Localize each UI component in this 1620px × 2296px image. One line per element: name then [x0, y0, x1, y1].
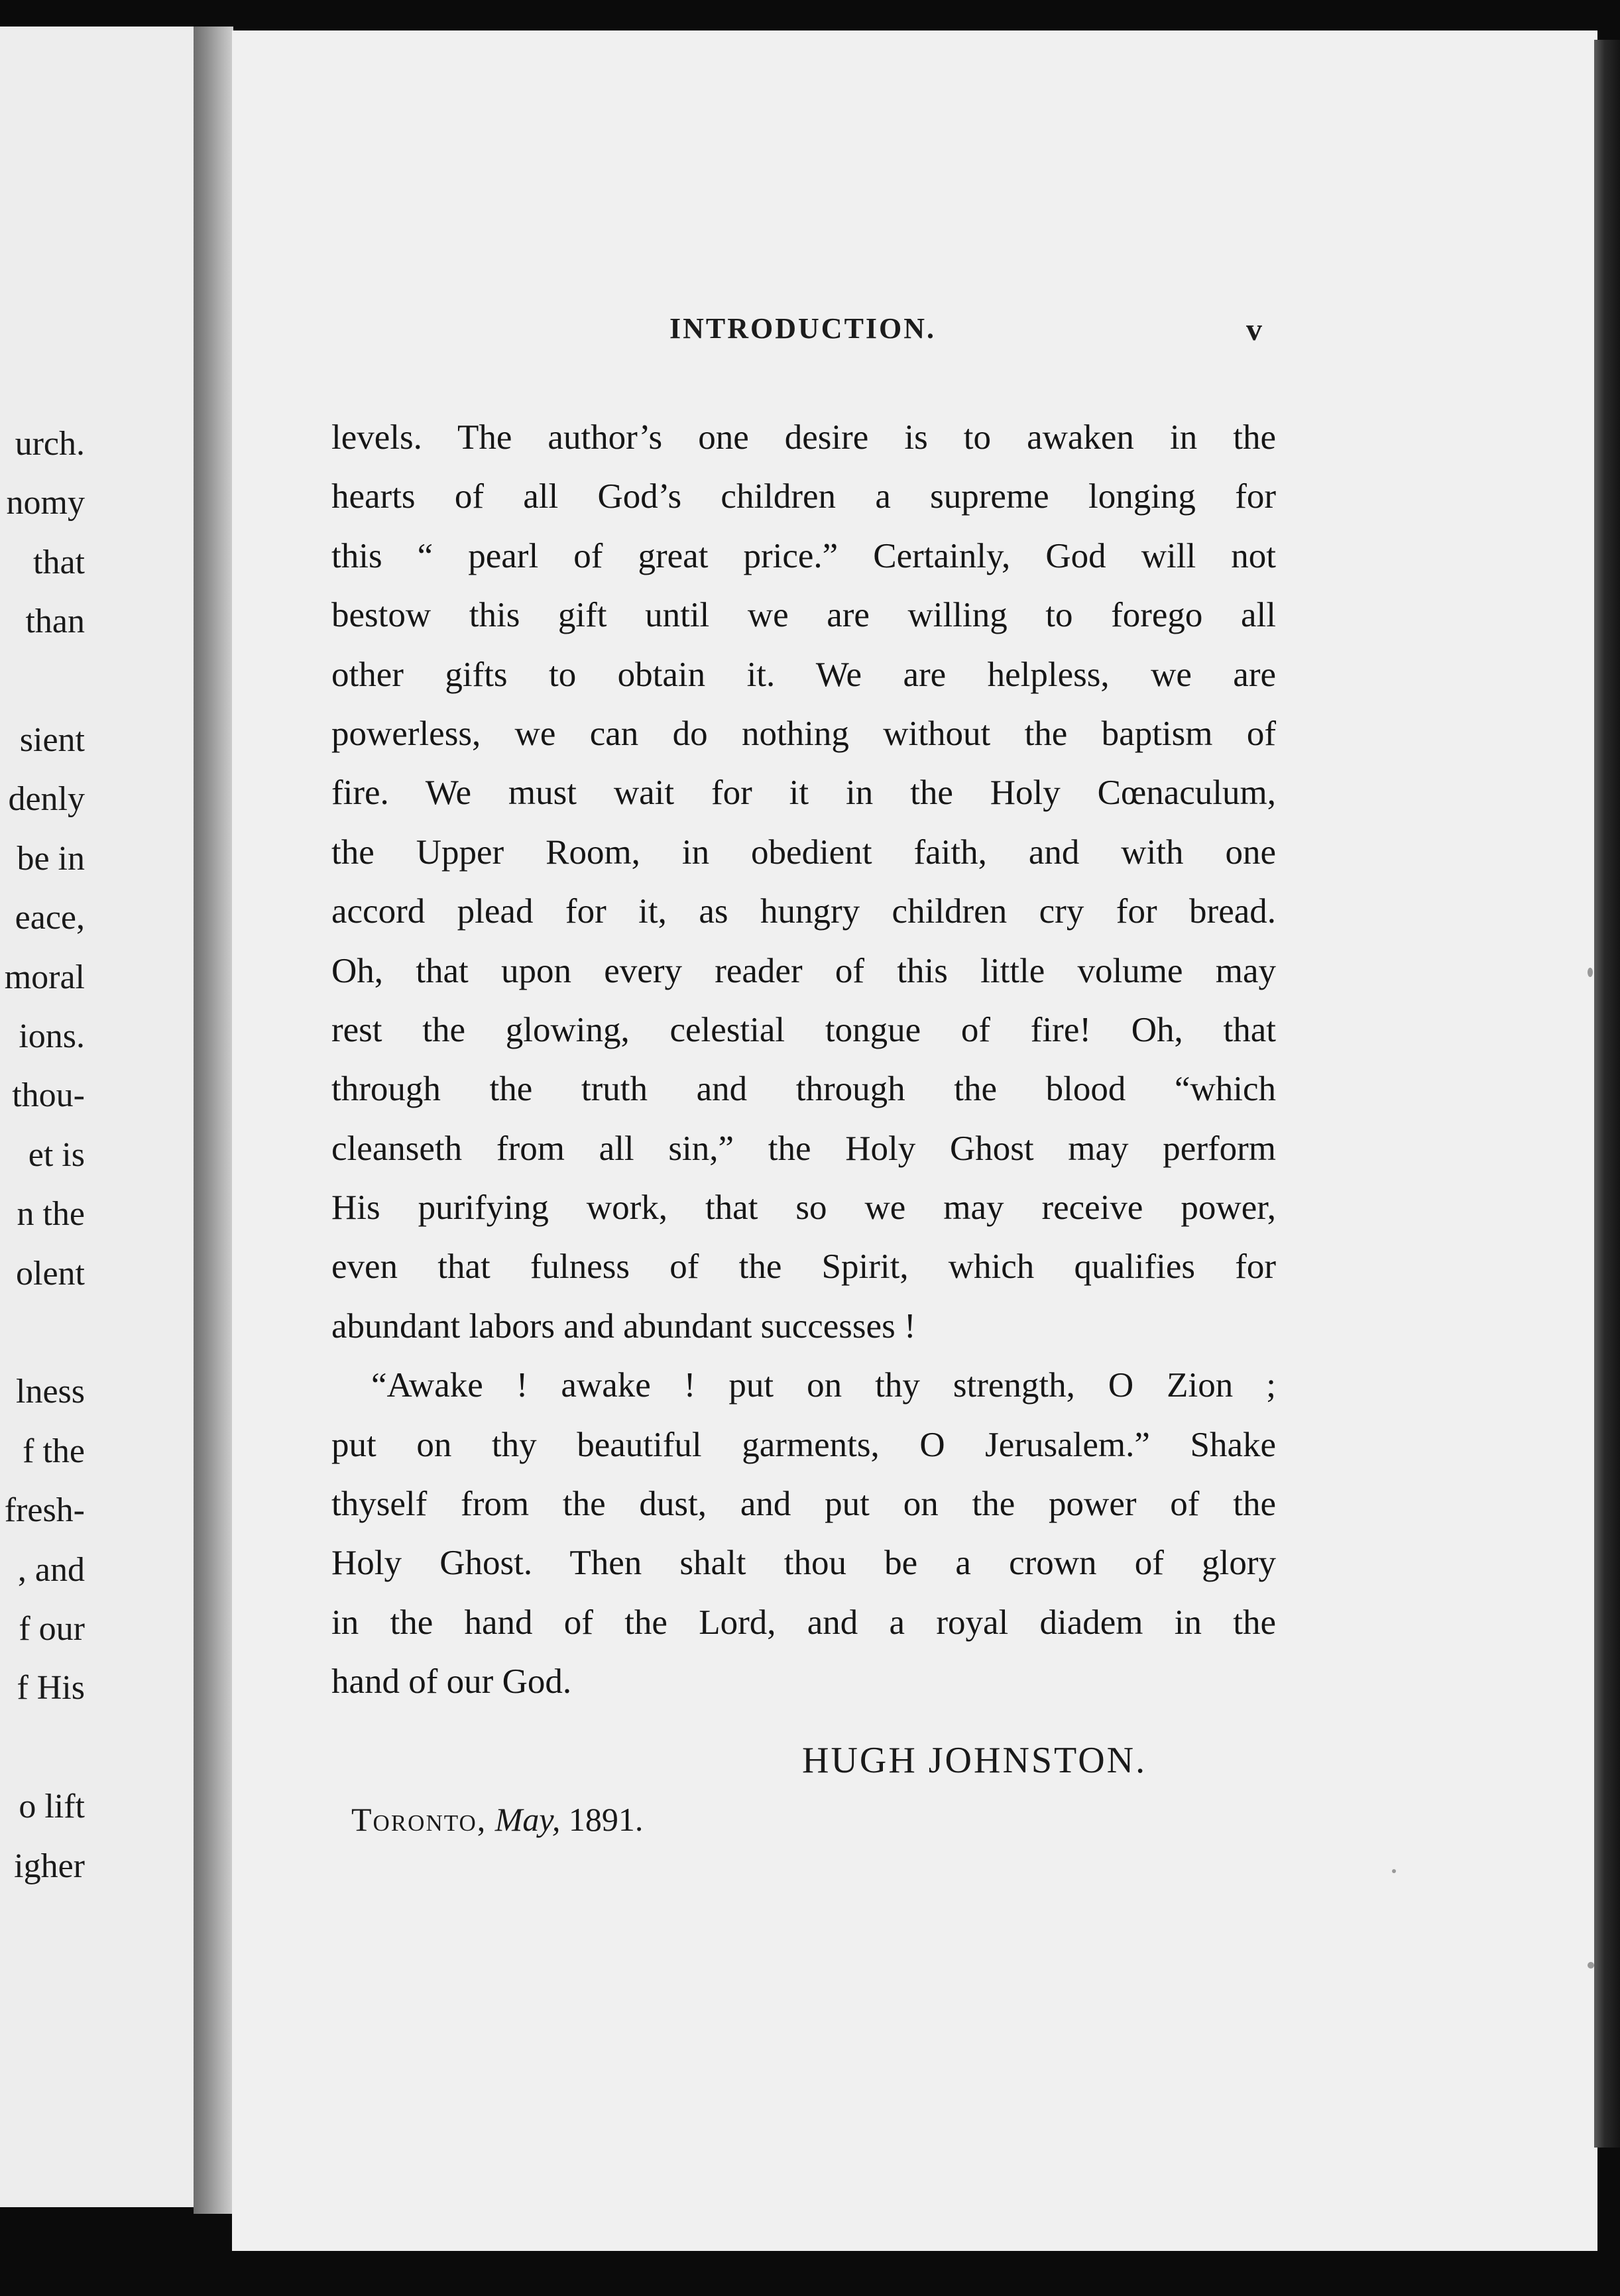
text-line: rest the glowing, celestial tongue of fire! Oh, that [331, 1010, 1276, 1049]
text-line: accord plead for it, as hungry children cry for bread. [331, 892, 1276, 931]
paragraph-2 [331, 1356, 1276, 1711]
left-page-line: ‎et is‎ [28, 1135, 85, 1174]
left-page-line: ‎o lift‎ [19, 1788, 85, 1826]
page-gutter [194, 27, 233, 2214]
text-line: levels. The author’s one desire is to awaken in the [331, 418, 1276, 457]
text-line: put on thy beautiful garments, O Jerusalem.” Shake [331, 1425, 1276, 1464]
dateline [351, 1800, 643, 1839]
left-page-line: ‎than‎ [25, 603, 85, 641]
text-line: this “ pearl of great price.” Certainly, God will not [331, 536, 1276, 575]
dateline-place: Toronto, [351, 1801, 487, 1838]
left-page-line: ‎urch.‎ [15, 425, 85, 463]
left-facing-page [0, 27, 194, 2207]
text-line: Oh, that upon every reader of this little volume may [331, 951, 1276, 990]
left-page-line: ‎sient‎ [19, 721, 85, 759]
text-line: abundant labors and abundant successes ! [331, 1306, 916, 1346]
text-line: in the hand of the Lord, and a royal diadem in the [331, 1603, 1276, 1642]
page-number: v [1246, 312, 1262, 347]
left-page-line: ‎olent‎ [16, 1254, 85, 1292]
left-page-line: ‎be in‎ [17, 839, 85, 878]
left-page-line [0, 1728, 85, 1768]
dateline-year: 1891. [568, 1801, 644, 1838]
left-page-line: ‎lness‎ [16, 1373, 85, 1411]
text-line: hearts of all God’s children a supreme longing for [331, 477, 1276, 516]
left-page-line: ‎ions.‎ [19, 1017, 85, 1055]
left-page-line: ‎f the‎ [23, 1432, 85, 1470]
left-page-line: ‎moral‎ [4, 958, 85, 996]
page-edge-shadow [1594, 40, 1620, 2148]
scan-speck [1588, 1962, 1594, 1969]
text-line: bestow this gift until we are willing to forego all [331, 596, 1276, 635]
running-head: INTRODUCTION. [669, 312, 937, 345]
text-line: Holy Ghost. Then shalt thou be a crown of glory [331, 1544, 1276, 1583]
body-text [331, 408, 1276, 1712]
text-line: powerless, we can do nothing without the baptism of [331, 714, 1276, 753]
left-page-line: ‎thou-‎ [12, 1076, 85, 1115]
left-page-line: ‎nomy‎ [6, 484, 85, 522]
left-page-line: ‎f His‎ [17, 1669, 85, 1707]
left-page-line: ‎f our‎ [19, 1610, 85, 1648]
text-line: hand of our God. [331, 1662, 572, 1701]
text-line: other gifts to obtain it. We are helpless, we are [331, 655, 1276, 694]
left-page-line: ‎fresh-‎ [4, 1491, 85, 1530]
left-page-line: ‎igher‎ [14, 1847, 85, 1885]
scan-speck [1588, 968, 1593, 977]
text-line: even that fulness of the Spirit, which qualifies for [331, 1247, 1276, 1287]
text-line: fire. We must wait for it in the Holy Cœnaculum, [331, 774, 1276, 813]
text-line: His purifying work, that so we may receive power, [331, 1188, 1276, 1228]
scan-speck [1392, 1869, 1396, 1873]
left-page-line: ‎eace,‎ [15, 899, 85, 937]
left-page-line [0, 661, 85, 701]
text-line: thyself from the dust, and put on the power of the [331, 1485, 1276, 1524]
author-signature: HUGH JOHNSTON. [802, 1740, 1147, 1781]
dateline-month: May, [494, 1801, 561, 1838]
text-line: “Awake ! awake ! put on thy strength, O Zion ; [371, 1366, 1276, 1405]
paragraph-1 [331, 408, 1276, 1356]
left-page-line: ‎denly‎ [8, 780, 85, 819]
text-line: through the truth and through the blood “which [331, 1070, 1276, 1109]
left-page-line: ‎, and‎ [17, 1550, 85, 1589]
left-page-line: ‎that‎ [33, 543, 85, 581]
left-page-line: ‎n the‎ [17, 1195, 85, 1234]
left-page-line [0, 1313, 85, 1353]
text-line: the Upper Room, in obedient faith, and with one [331, 832, 1276, 872]
text-line: cleanseth from all sin,” the Holy Ghost may perform [331, 1129, 1276, 1168]
